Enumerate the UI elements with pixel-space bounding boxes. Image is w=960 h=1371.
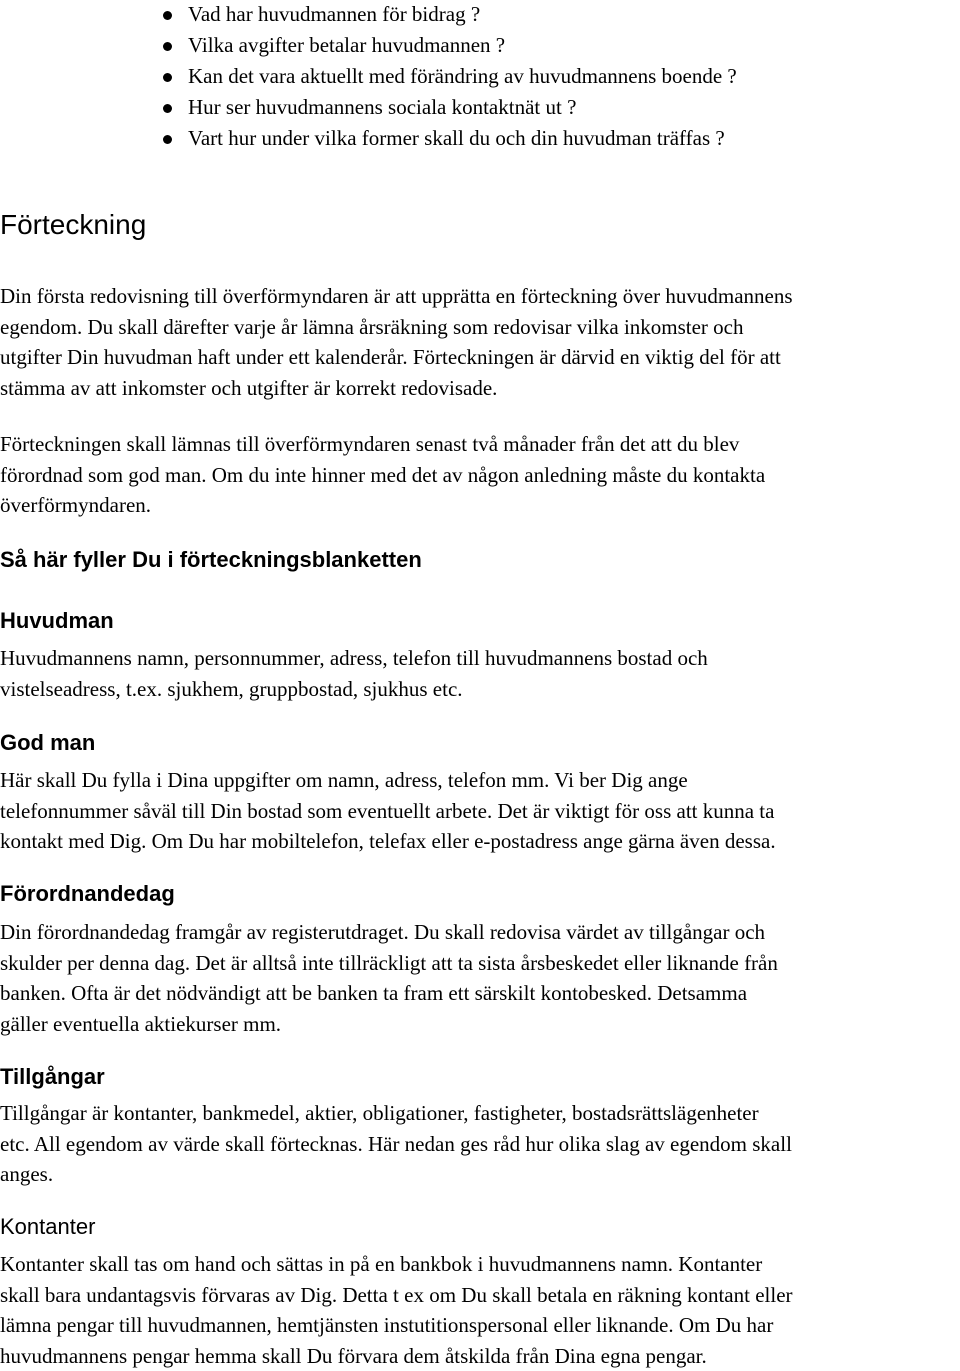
list-item bbox=[0, 92, 960, 123]
bullet-icon bbox=[163, 104, 172, 113]
tillgangar-paragraph bbox=[0, 1098, 960, 1190]
bullet-icon bbox=[163, 42, 172, 51]
paragraph-line: Förteckningen skall lämnas till överförmyndaren senast två månader från det att du blev bbox=[0, 432, 740, 456]
paragraph-line: utgifter Din huvudman haft under ett kalenderår. Förteckningen är därvid en viktig del för att bbox=[0, 345, 781, 369]
paragraph-line: Din första redovisning till överförmyndaren är att upprätta en förteckning över huvudmannens bbox=[0, 284, 793, 308]
list-item-text: Vad har huvudmannen för bidrag ? bbox=[188, 2, 481, 26]
paragraph-line: stämma av att inkomster och utgifter är korrekt redovisade. bbox=[0, 375, 498, 400]
paragraph-line: gäller eventuella aktiekurser mm. bbox=[0, 1011, 282, 1036]
paragraph-line: vistelseadress, t.ex. sjukhem, gruppbostad, sjukhus etc. bbox=[0, 676, 463, 701]
list-item bbox=[0, 61, 960, 92]
huvudman-heading: Huvudman bbox=[0, 608, 114, 633]
tillgangar-heading: Tillgångar bbox=[0, 1064, 105, 1089]
bullet-icon bbox=[163, 73, 172, 82]
paragraph-line: Här skall Du fylla i Dina uppgifter om namn, adress, telefon mm. Vi ber Dig ange bbox=[0, 768, 688, 792]
paragraph-line: Tillgångar är kontanter, bankmedel, aktier, obligationer, fastigheter, bostadsrättslägenheter bbox=[0, 1101, 759, 1125]
list-item bbox=[0, 0, 960, 30]
kontanter-heading: Kontanter bbox=[0, 1214, 96, 1239]
paragraph-line: anges. bbox=[0, 1162, 54, 1186]
paragraph-line: förordnad som god man. Om du inte hinner med det av någon anledning måste du kontakta bbox=[0, 462, 766, 487]
bullet-icon bbox=[163, 135, 172, 144]
paragraph-line: överförmyndaren. bbox=[0, 493, 152, 517]
list-item bbox=[0, 123, 960, 154]
forordnandedag-heading: Förordnandedag bbox=[0, 881, 175, 906]
paragraph-line: Huvudmannens namn, personnummer, adress, telefon till huvudmannens bostad och bbox=[0, 646, 708, 670]
huvudman-paragraph bbox=[0, 643, 960, 704]
paragraph-line: skall bara undantagsvis förvaras av Dig. Detta t ex om Du skall betala en räkning kontant eller bbox=[0, 1282, 793, 1307]
paragraph-line: Kontanter skall tas om hand och sättas in på en bankbok i huvudmannens namn. Kontanter bbox=[0, 1252, 763, 1276]
bullet-icon bbox=[163, 11, 172, 20]
forteckning-paragraph-2 bbox=[0, 429, 960, 521]
paragraph-line: huvudmannens pengar hemma skall Du förvara dem åtskilda från Dina egna pengar. bbox=[0, 1343, 707, 1368]
paragraph-line: kontakt med Dig. Om Du har mobiltelefon, telefax eller e-postadress ange gärna även dessa. bbox=[0, 829, 776, 853]
list-item-text: Kan det vara aktuellt med förändring av huvudmannens boende ? bbox=[188, 64, 737, 88]
forordnandedag-paragraph bbox=[0, 917, 960, 1039]
list-item-text: Vilka avgifter betalar huvudmannen ? bbox=[188, 33, 506, 57]
forteckning-paragraph-1 bbox=[0, 281, 960, 403]
godman-paragraph bbox=[0, 765, 960, 857]
list-item-text: Vart hur under vilka former skall du och din huvudman träffas ? bbox=[188, 126, 725, 150]
paragraph-line: etc. All egendom av värde skall förtecknas. Här nedan ges råd hur olika slag av egendom skall bbox=[0, 1131, 792, 1156]
list-item bbox=[0, 30, 960, 61]
paragraph-line: banken. Ofta är det nödvändigt att be banken ta fram ett särskilt kontobesked. Detsamma bbox=[0, 981, 748, 1005]
paragraph-line: skulder per denna dag. Det är alltså inte tillräckligt att ta sista årsbeskedet eller liknande från bbox=[0, 950, 778, 975]
guide-title: Så här fyller Du i förteckningsblanketten bbox=[0, 547, 422, 572]
paragraph-line: Din förordnandedag framgår av registerutdraget. Du skall redovisa värdet av tillgångar och bbox=[0, 920, 766, 944]
paragraph-line: egendom. Du skall därefter varje år lämna årsräkning som redovisar vilka inkomster och bbox=[0, 314, 744, 339]
kontanter-paragraph bbox=[0, 1249, 960, 1371]
question-list bbox=[0, 0, 960, 154]
list-item-text: Hur ser huvudmannens sociala kontaktnät ut ? bbox=[188, 95, 577, 119]
paragraph-line: telefonnummer såväl till Din bostad som eventuellt arbete. Det är viktigt för oss att kunna ta bbox=[0, 798, 775, 823]
paragraph-line: lämna pengar till huvudmannen, hemtjänsten instutitionspersonal eller liknande. Om Du har bbox=[0, 1313, 774, 1337]
godman-heading: God man bbox=[0, 730, 96, 755]
forteckning-title: Förteckning bbox=[0, 209, 147, 240]
